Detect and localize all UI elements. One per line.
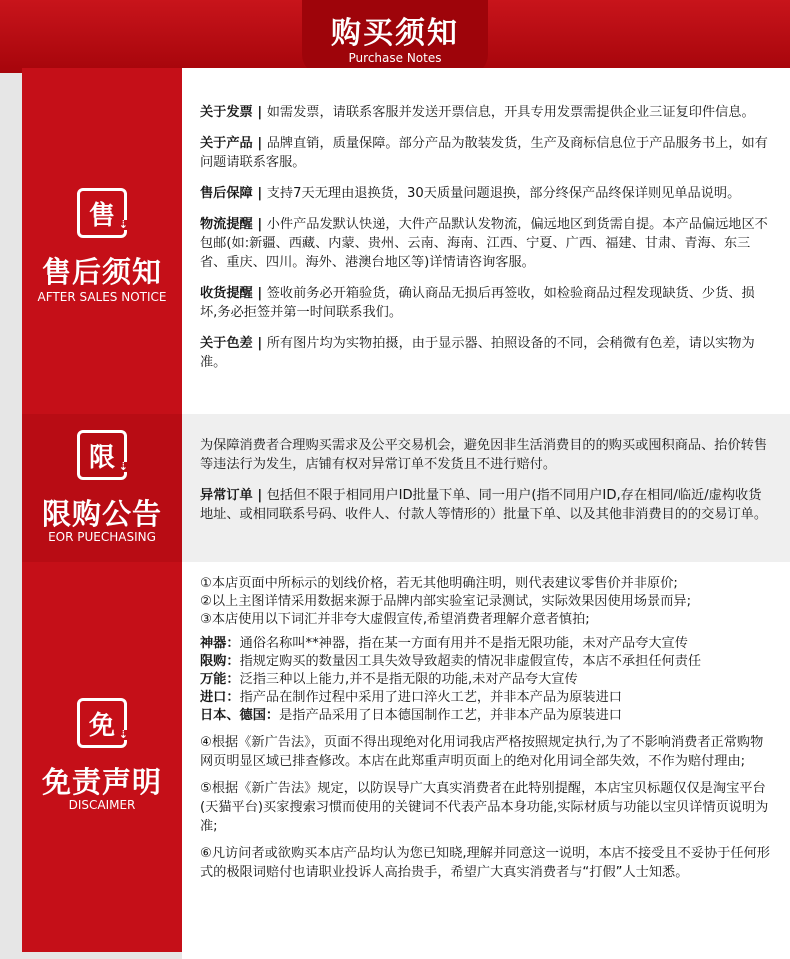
- section-title-after-sales: 售后须知: [41, 255, 162, 289]
- section-title-disclaimer: 免责声明: [41, 765, 162, 799]
- paragraph-abnormal-order: 异常订单 | 包括但不限于相同用户ID批量下单、同一用户(指不同用户ID,存在相同/临近/虚构收货地址、或相同联系号码、收件人、付款人等情形的）批量下单、以及其他非消费目的的交易订单。: [200, 488, 768, 522]
- after-sales-content: [182, 68, 790, 414]
- section-subtitle-purchase-limit: EOR PUECHASING: [48, 530, 156, 544]
- page-subtitle: Purchase Notes: [348, 51, 442, 65]
- paragraph-product: 关于产品 | 品牌直销，质量保障。部分产品为散装发货，生产及商标信息位于产品服务书上，如有问题请联系客服。: [200, 136, 768, 170]
- disclaimer-note: ⑥凡访问者或欲购买本店产品均认为您已知晓,理解并同意这一说明，本店不接受且不妥协于任何形式的极限词赔付也请职业投诉人高抬贵手，希望广大真实消费者与“打假”人士知悉。: [200, 846, 770, 880]
- section-title-purchase-limit: 限购公告: [41, 497, 162, 531]
- disclaimer-line: ③本店使用以下词汇并非夸大虚假宣传,希望消费者理解介意者慎拍;: [200, 612, 590, 627]
- refresh-arrow-icon: ⇣: [118, 728, 128, 741]
- disclaimer-terms: [200, 635, 786, 725]
- sidebar-purchase-limit: [22, 414, 182, 562]
- section-subtitle-disclaimer: DISCAIMER: [68, 798, 136, 812]
- paragraph-color: 关于色差 | 所有图片均为实物拍摄，由于显示器、拍照设备的不同，会稍微有色差，请以实物为准。: [200, 336, 755, 370]
- sidebar-disclaimer: [22, 562, 182, 952]
- refresh-arrow-icon: ⇣: [118, 460, 128, 473]
- header-banner: [0, 0, 790, 73]
- paragraph-invoice: 关于发票 | 如需发票，请联系客服并发送开票信息，开具专用发票需提供企业三证复印件信息。: [200, 105, 755, 120]
- disclaimer-note: ⑤根据《新广告法》规定，以防误导广大真实消费者在此特别提醒，本店宝贝标题仅仅是淘宝平台(天猫平台)买家搜索习惯而使用的关键词不代表产品本身功能,实际材质与功能以宝贝详情页说明为准;: [200, 781, 769, 834]
- doc-xian-icon: 限 ⇣: [77, 430, 127, 480]
- paragraph-logistics: 物流提醒 | 小件产品发默认快递，大件产品默认发物流，偏远地区到货需自提。本产品偏远地区不包邮(如:新疆、西藏、内蒙、贵州、云南、海南、江西、宁夏、广西、福建、甘肃、青海、东三省、重庆、四川。海外、港澳台地区等)详情请咨询客服。: [200, 217, 768, 270]
- paragraph-limit-notice: 为保障消费者合理购买需求及公平交易机会，避免因非生活消费目的的购买或囤积商品、抬价转售等违法行为发生，店铺有权对异常订单不发货且不进行赔付。: [200, 438, 768, 472]
- section-subtitle-after-sales: AFTER SALES NOTICE: [37, 290, 167, 304]
- purchase-limit-content: [182, 414, 790, 562]
- sidebar-after-sales: [22, 68, 182, 414]
- term-item: 限购：指规定购买的数量因工具失效导致超卖的情况非虚假宣传，本店不承担任何责任: [200, 654, 702, 669]
- term-item: 神器：通俗名称叫**神器，指在某一方面有用并不是指无限功能，未对产品夸大宣传: [200, 636, 688, 651]
- term-item: 万能：泛指三种以上能力,并不是指无限的功能,未对产品夸大宣传: [200, 672, 578, 687]
- doc-shou-icon: 售 ⇣: [77, 188, 127, 238]
- term-item: 日本、德国：是指产品采用了日本德国制作工艺，并非本产品为原装进口: [200, 708, 622, 723]
- paragraph-receipt: 收货提醒 | 签收前务必开箱验货，确认商品无损后再签收，如检验商品过程发现缺货、少货、损坏,务必拒签并第一时间联系我们。: [200, 286, 755, 320]
- disclaimer-line: ①本店页面中所标示的划线价格，若无其他明确注明，则代表建议零售价并非原价;: [200, 576, 678, 591]
- page-title: 购买须知: [331, 16, 459, 51]
- paragraph-warranty: 售后保障 | 支持7天无理由退换货，30天质量问题退换，部分终保产品终保详则见单品说明。: [200, 186, 741, 201]
- disclaimer-content: [182, 562, 790, 959]
- refresh-arrow-icon: ⇣: [118, 218, 128, 231]
- doc-mian-icon: 免 ⇣: [77, 698, 127, 748]
- disclaimer-line: ②以上主图详情采用数据来源于品牌内部实验室记录测试，实际效果因使用场景而异;: [200, 594, 692, 609]
- term-item: 进口：指产品在制作过程中采用了进口淬火工艺，并非本产品为原装进口: [200, 690, 622, 705]
- disclaimer-list-a: [200, 575, 786, 629]
- disclaimer-note: ④根据《新广告法》，页面不得出现绝对化用词我店严格按照规定执行,为了不影响消费者正常购物网页明显区域已排查修改。本店在此郑重声明页面上的绝对化用词全部失效，不作为赔付理由;: [200, 735, 764, 769]
